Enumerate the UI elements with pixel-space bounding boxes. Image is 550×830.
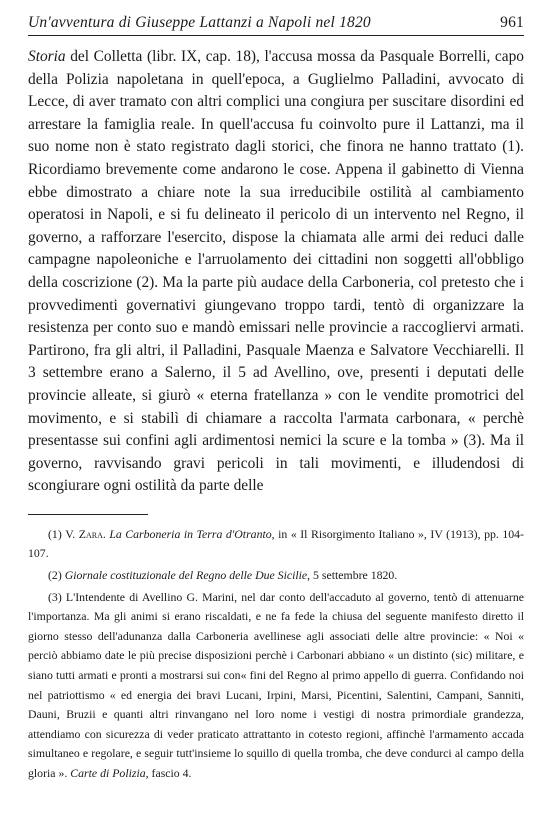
body-part: del Colletta (libr. IX, cap. 18), l'accusa mossa da Pasquale Borrelli, capo della Polizia napoletana in quell'epoca, a Guglielmo Palladini, avvocato di Lecce, di aver tramato con altri complici una congiura per suscitare disordini ed arrestare la famiglia reale. In quell'accusa fu coinvolto pure il Lattanzi, ma il suo nome non è stato registrato dagli storici, che finora ne hanno trattato (1). Ricordiamo brevemente come andarono le cose. Appena il gabinetto di Vienna ebbe dimostrato a chiare note la sua irreducibile ostilità al cambiamento operatosi in Napoli, e si fu delineato il pericolo di un intervento nel Regno, il governo, a rafforzare l'esercito, dispose la chiamata alle armi dei reduci dalle campagne napoleoniche e l'arruolamento dei cittadini non soggetti all'obbligo della coscrizione (2). Ma la parte più audace della Carboneria, col pretesto che i provvedimenti governativi giungevano troppo tardi, tentò di organizzare la resistenza per conto suo e mandò emissari nelle provincie a raccogliervi armati. Partirono, fra gli altri, il Palladini, Pasquale Maenza e Salvatore Vecchiarelli. Il 3 settembre erano a Salerno, il 5 ad Avellino, ove, presenti i deputati delle provincie alleate, si giurò « eterna fratellanza » con le vendite promotrici del movimento, e si stabilì di chiamare a raccolta l'armata carbonara, « perchè presentasse sui confini agli ardimentosi nemici la scure e la tomba » (3). Ma il governo, ravvisando gravi pericoli in tali movimenti, e illudendosi di scongiurare ogni ostilità da parte delle [28, 48, 524, 495]
note-part: . [102, 526, 110, 541]
footnote-3 [28, 588, 524, 784]
note-part: (1) [48, 526, 66, 541]
body-part: Storia [28, 48, 66, 65]
note-part: , fascio 4. [145, 766, 192, 780]
running-header [28, 14, 524, 36]
footnote-1 [28, 525, 524, 564]
note-part: , 5 settembre 1820. [307, 568, 398, 583]
body-paragraph [28, 46, 524, 498]
page-number: 961 [500, 14, 524, 31]
note-author: V. Zara [65, 526, 103, 541]
note-part: (2) [48, 568, 65, 583]
main-text [28, 46, 524, 498]
note-title: Giornale costituzionale del Regno delle Due Sicilie [64, 568, 308, 583]
footnotes [28, 525, 524, 784]
footnote-separator [28, 514, 148, 515]
note-title: Carte di Polizia [70, 766, 146, 780]
note-part: , in « Il Risorgimento Italiano », IV (1913), pp. 104-107. [28, 526, 524, 561]
note-title: La Carboneria in Terra d'Otranto [109, 526, 272, 541]
note-part: (3) L'Intendente di Avellino G. Marini, nel dar conto dell'accaduto al governo, tentò di attenuarne l'importanza. Ma gli animi si erano riscaldati, e ne fa fede la chiusa del seguente manifesto diretto il giorno stesso dell'adunanza dalla Carboneria avellinese agli associati delle altre provincie: « Noi « perciò abbiamo date le più precise disposizioni perchè i Carbonari abbiano « un distinto (sic) militare, e siano tutti armati e pronti a mostrarsi sui con« fini del Regno al primo appello di guerra. Confidando noi nel patriottismo « ed energia dei bravi Lucani, Irpini, Marsi, Picentini, Salentini, Campani, Sanniti, Dauni, Bruzii e quanti altri rinvangano nel loro nome i vestigi di nostra primordiale grandezza, attendiamo con sicurezza di veder praticato attrattanto in cotesto regioni, affinchè l'armamento accada simultaneo e regolare, e seguir tutt'insieme lo squillo di quella tromba, che deve condurci al campo della gloria ». [28, 589, 524, 780]
footnote-2 [28, 566, 524, 586]
running-title: Un'avventura di Giuseppe Lattanzi a Napoli nel 1820 [28, 14, 371, 31]
